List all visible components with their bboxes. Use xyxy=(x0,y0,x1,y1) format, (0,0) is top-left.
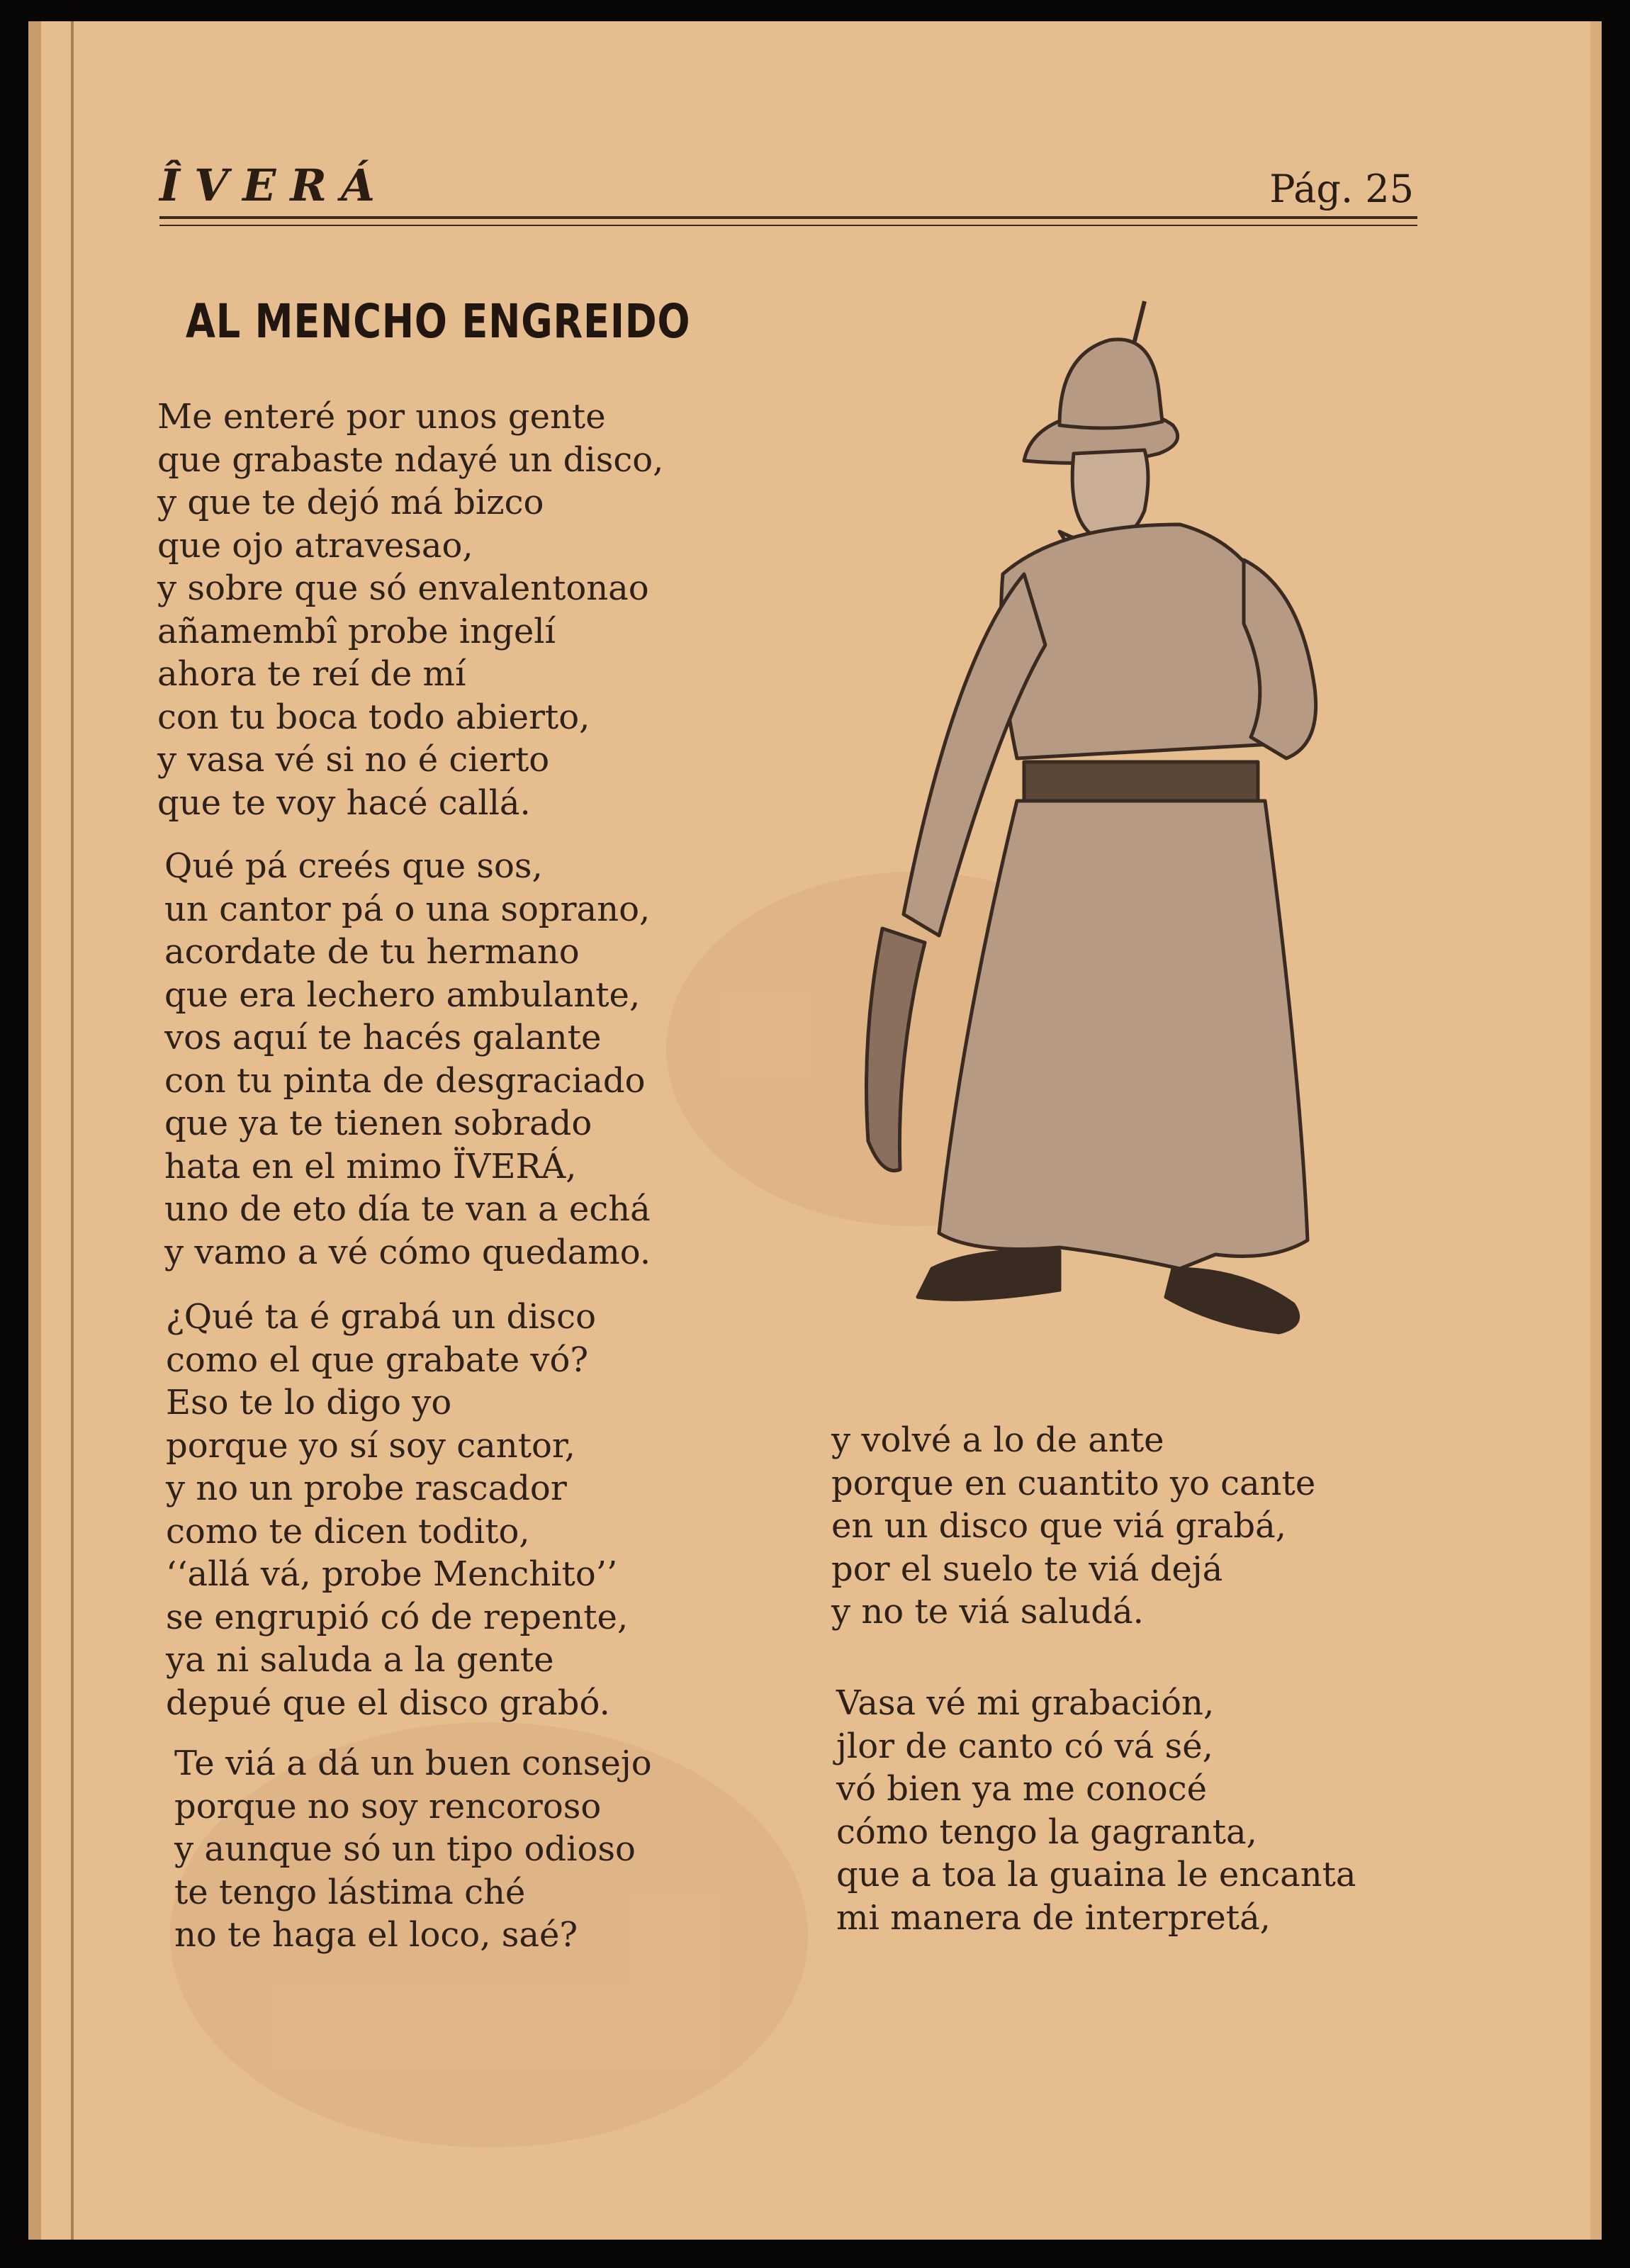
trousers xyxy=(939,801,1308,1269)
verse-line: porque en cuantito yo cante xyxy=(831,1463,1316,1503)
boot-left xyxy=(918,1250,1060,1299)
verse-line: y vasa vé si no é cierto xyxy=(157,740,550,780)
verse-line: hata en el mimo ÏVERÁ, xyxy=(164,1146,577,1186)
verse-line: que era lechero ambulante, xyxy=(164,975,641,1015)
verse-line: y aunque só un tipo odioso xyxy=(174,1829,636,1869)
magazine-title: ÎVERÁ xyxy=(159,159,389,211)
verse-line: y no un probe rascador xyxy=(166,1469,567,1508)
verse-line: ya ni saluda a la gente xyxy=(166,1640,554,1680)
verse-line: vos aquí te hacés galante xyxy=(164,1018,602,1057)
spine-shadow xyxy=(71,21,74,2240)
belt xyxy=(1024,762,1258,801)
verse-line: Vasa vé mi grabación, xyxy=(836,1683,1215,1723)
gaucho-figure-icon xyxy=(847,291,1357,1396)
verse-line: Eso te lo digo yo xyxy=(166,1383,452,1422)
right-page-edge xyxy=(1590,21,1602,2240)
verse-line: que te voy hacé callá. xyxy=(157,782,531,823)
hat-crown xyxy=(1060,339,1162,428)
stanza-1 xyxy=(157,395,663,824)
verse-line: y que te dejó má bizco xyxy=(157,483,544,522)
header-rule-thick xyxy=(159,216,1417,219)
verse-line: por el suelo te viá dejá xyxy=(831,1549,1223,1589)
verse-line: depué que el disco grabó. xyxy=(166,1683,610,1723)
verse-line: uno de eto día te van a echá xyxy=(164,1189,651,1229)
verse-line: un cantor pá o una soprano, xyxy=(164,889,651,929)
arm-right xyxy=(1244,560,1316,758)
verse-line: con tu boca todo abierto, xyxy=(157,697,590,737)
verse-line: no te haga el loco, saé? xyxy=(174,1915,578,1955)
verse-line: cómo tengo la gagranta, xyxy=(836,1812,1257,1852)
stanza-2 xyxy=(164,845,651,1274)
stanza-6 xyxy=(836,1682,1356,1939)
verse-line: y no te viá saludá. xyxy=(831,1592,1144,1632)
verse-line: Qué pá creés que sos, xyxy=(164,846,543,886)
verse-line: que grabaste ndayé un disco, xyxy=(157,439,664,480)
verse-line: Me enteré por unos gente xyxy=(157,397,606,437)
stanza-3 xyxy=(166,1296,628,1724)
verse-line: ahora te reí de mí xyxy=(157,654,466,694)
stanza-4 xyxy=(174,1742,652,1957)
verse-line: mi manera de interpretá, xyxy=(836,1897,1271,1938)
verse-line: en un disco que viá grabá, xyxy=(831,1506,1286,1546)
verse-line: que ya te tienen sobrado xyxy=(164,1104,592,1143)
verse-line: porque no soy rencoroso xyxy=(174,1786,602,1826)
stanza-5 xyxy=(831,1419,1315,1634)
verse-line: ¿Qué ta é grabá un disco xyxy=(166,1297,596,1337)
poem-title: AL MENCHO ENGREIDO xyxy=(186,294,691,349)
header-rule-thin xyxy=(159,225,1417,226)
verse-line: con tu pinta de desgraciado xyxy=(164,1060,646,1101)
verse-line: ‘‘allá vá, probe Menchito’’ xyxy=(166,1554,618,1594)
verse-line: te tengo lástima ché xyxy=(174,1872,526,1912)
verse-line: como el que grabate vó? xyxy=(166,1340,589,1380)
verse-line: como te dicen todito, xyxy=(166,1511,530,1551)
verse-line: y sobre que só envalentonao xyxy=(157,568,649,608)
verse-line: acordate de tu hermano xyxy=(164,932,580,972)
page-number: Pág. 25 xyxy=(1269,167,1414,211)
verse-line: y volvé a lo de ante xyxy=(831,1420,1164,1460)
verse-line: vó bien ya me conocé xyxy=(836,1769,1207,1809)
verse-line: porque yo sí soy cantor, xyxy=(166,1425,575,1466)
boot-right xyxy=(1166,1269,1298,1332)
verse-line: se engrupió có de repente, xyxy=(166,1597,629,1637)
verse-line: jlor de canto có vá sé, xyxy=(836,1726,1213,1766)
verse-line: que a toa la guaina le encanta xyxy=(836,1855,1356,1894)
magazine-page xyxy=(28,21,1602,2240)
verse-line: que ojo atravesao, xyxy=(157,525,473,566)
verse-line: añamembî probe ingelí xyxy=(157,611,556,651)
verse-line: y vamo a vé cómo quedamo. xyxy=(164,1232,651,1272)
verse-line: Te viá a dá un buen consejo xyxy=(174,1744,652,1783)
whip xyxy=(867,928,926,1171)
left-page-edge xyxy=(28,21,41,2240)
